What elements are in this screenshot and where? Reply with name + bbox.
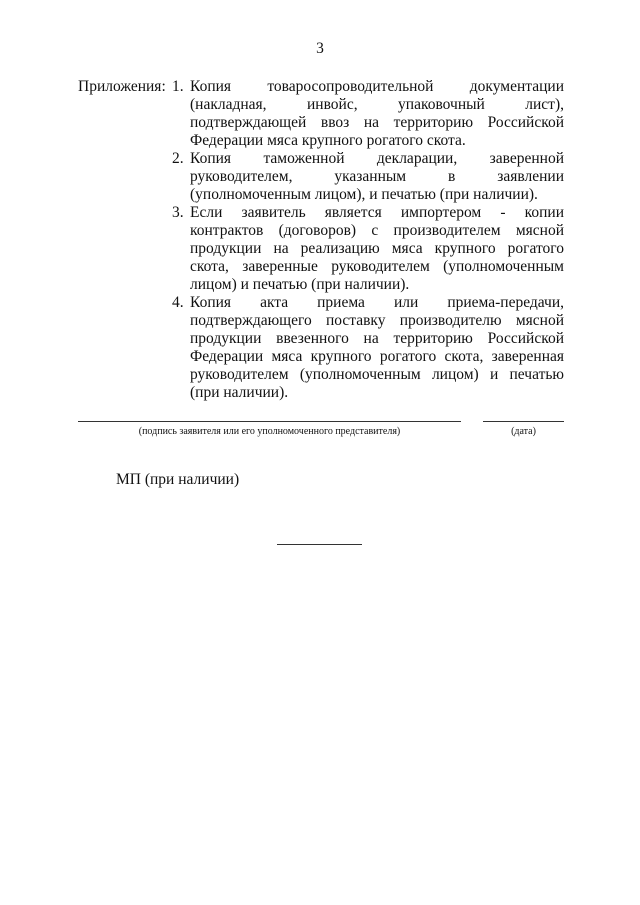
date-line [483, 421, 564, 422]
page-number: 3 [316, 40, 324, 57]
attachment-text: Копия акта приема или приема-передачи, подтверждающего поставку производителю мясной продукции ввезенного на территорию Российской Федерации мяса крупного рогатого скота, заверенная руководителем (уполномоченным лицом) и печатью (при наличии). [190, 294, 564, 401]
signature-caption: (подпись заявителя или его уполномоченного представителя) [138, 426, 401, 437]
attachment-text: Копия таможенной декларации, заверенной руководителем, указанным в заявлении (уполномоченным лицом), и печатью (при наличии). [190, 150, 564, 203]
attachment-text: Копия товаросопроводительной документации (накладная, инвойс, упаковочный лист), подтверждающей ввоз на территорию Российской Федерации мяса крупного рогатого скота. [190, 78, 564, 149]
attachment-number: 1. [172, 78, 184, 95]
attachments-label: Приложения: [78, 78, 166, 95]
attachment-number: 4. [172, 294, 184, 311]
attachment-number: 3. [172, 204, 184, 221]
attachment-item-1 [172, 78, 564, 150]
attachment-item-2 [172, 150, 564, 204]
end-divider [277, 544, 362, 545]
attachment-number: 2. [172, 150, 184, 167]
attachment-text: Если заявитель является импортером - копии контрактов (договоров) с производителем мясной продукции на реализацию мяса крупного рогатого скота, заверенные руководителем (уполномоченным лицом) и печатью (при наличии). [190, 204, 564, 293]
attachment-item-3 [172, 204, 564, 294]
stamp-note: МП (при наличии) [116, 471, 240, 488]
attachment-item-4 [172, 294, 564, 402]
attachments-list [172, 78, 564, 402]
date-caption: (дата) [511, 426, 536, 437]
signature-line [78, 421, 461, 422]
